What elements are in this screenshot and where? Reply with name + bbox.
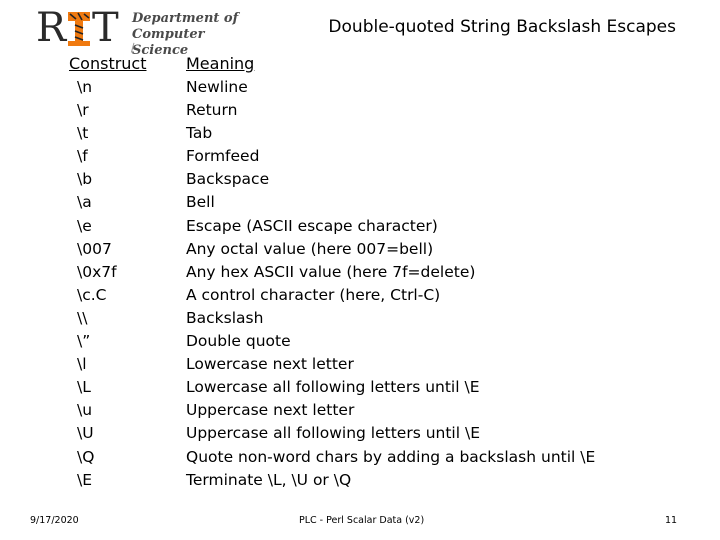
escape-construct: \a [77,193,92,212]
table-row [0,376,720,399]
escape-meaning: Quote non-word chars by adding a backslash until \E [186,447,596,466]
escape-meaning: Escape (ASCII escape character) [186,216,438,235]
escape-meaning: Any octal value (here 007=bell) [186,239,434,258]
department-name: Department of Computer Science [132,11,239,58]
table-row [0,469,720,492]
escape-meaning: Lowercase all following letters until \E [186,378,480,397]
escape-meaning: Return [186,101,238,120]
logo-letter-t: T [92,5,119,51]
escape-meaning: Uppercase next letter [186,401,355,420]
escape-construct: \\ [77,308,88,327]
escape-construct: \U [77,424,94,443]
table-row [0,353,720,376]
escape-construct: \c.C [77,285,107,304]
escape-construct: \b [77,170,93,189]
rit-logo [32,5,239,58]
table-row [0,145,720,168]
column-header-construct: Construct [69,54,147,73]
page-number: 11 [665,515,678,526]
table-row [0,399,720,422]
table-row [0,446,720,469]
table-row [0,422,720,445]
column-header-meaning: Meaning [186,54,255,73]
table-row [0,76,720,99]
table-row [0,99,720,122]
table-row [0,122,720,145]
escape-construct: \r [77,101,89,120]
escape-meaning: Double quote [186,332,291,351]
table-row [0,191,720,214]
escape-meaning: Bell [186,193,215,212]
escape-meaning: Backslash [186,308,264,327]
escape-meaning: A control character (here, Ctrl-C) [186,285,441,304]
escape-construct: \t [77,124,89,143]
escape-construct: \L [77,378,91,397]
escape-construct: \e [77,216,92,235]
tiger-icon [64,10,94,48]
table-row [0,261,720,284]
table-row [0,238,720,261]
escape-meaning: Formfeed [186,147,260,166]
table-row [0,307,720,330]
table-row [0,168,720,191]
escape-construct: \n [77,78,93,96]
escape-construct: \l [77,355,87,374]
escape-meaning: Tab [186,124,213,143]
table-row [0,330,720,353]
escape-construct: \” [77,332,91,351]
logo-letter-r: R [36,5,67,51]
footer-title: PLC - Perl Scalar Data (v2) [299,515,425,526]
footer-date: 9/17/2020 [30,515,79,526]
table-row [0,215,720,238]
escape-construct: \0x7f [77,262,117,281]
escape-meaning: Lowercase next letter [186,355,354,374]
escape-meaning: Any hex ASCII value (here 7f=delete) [186,262,476,281]
escape-construct: \007 [77,239,112,258]
escape-construct: \Q [77,447,95,466]
escape-table [0,76,720,492]
escape-construct: \E [77,470,93,489]
escape-meaning: Newline [186,78,248,96]
escape-meaning: Terminate \L, \U or \Q [186,470,352,489]
slide-title: Double-quoted String Backslash Escapes [328,17,676,37]
escape-meaning: Backspace [186,170,270,189]
escape-construct: \u [77,401,93,420]
table-row [0,284,720,307]
escape-construct: \f [77,147,88,166]
escape-meaning: Uppercase all following letters until \E [186,424,480,443]
